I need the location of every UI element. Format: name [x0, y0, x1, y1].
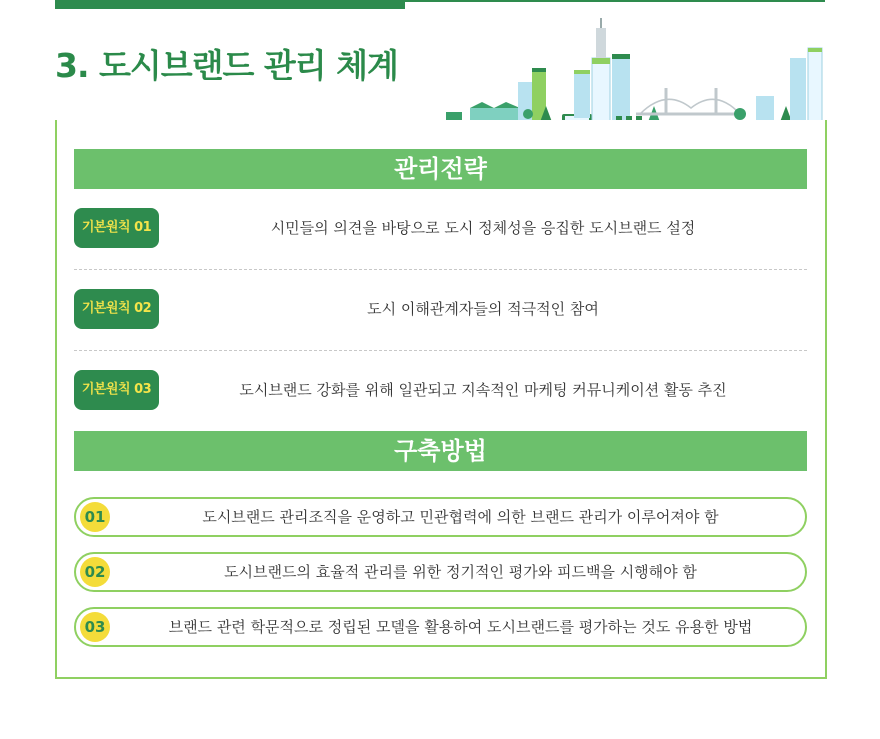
dashed-divider [74, 350, 807, 351]
top-accent-line [405, 0, 825, 2]
strategy-header: 관리전략 [74, 149, 807, 189]
principle-row [74, 369, 807, 411]
city-skyline-illustration [440, 18, 826, 134]
method-item [74, 552, 807, 592]
principle-tag: 기본원칙 03 [74, 370, 159, 410]
top-accent-bar [55, 0, 405, 9]
section-title: 3. 도시브랜드 관리 체계 [55, 46, 398, 85]
method-text: 브랜드 관련 학문적으로 정립된 모델을 활용하여 도시브랜드를 평가하는 것도 유용한 방법 [168, 618, 753, 636]
method-text: 도시브랜드 관리조직을 운영하고 민관협력에 의한 브랜드 관리가 이루어져야 함 [202, 508, 719, 526]
method-item [74, 607, 807, 647]
principle-text: 도시브랜드 강화를 위해 일관되고 지속적인 마케팅 커뮤니케이션 활동 추진 [239, 381, 727, 399]
methods-header: 구축방법 [74, 431, 807, 471]
method-number-badge: 02 [80, 557, 110, 587]
principle-text: 도시 이해관계자들의 적극적인 참여 [367, 300, 599, 318]
principle-row [74, 288, 807, 330]
principle-tag: 기본원칙 01 [74, 208, 159, 248]
method-text: 도시브랜드의 효율적 관리를 위한 정기적인 평가와 피드백을 시행해야 함 [224, 563, 697, 581]
principle-row [74, 207, 807, 249]
principle-text: 시민들의 의견을 바탕으로 도시 정체성을 응집한 도시브랜드 설정 [270, 219, 696, 237]
method-item [74, 497, 807, 537]
dashed-divider [74, 269, 807, 270]
method-number-badge: 03 [80, 612, 110, 642]
principle-tag: 기본원칙 02 [74, 289, 159, 329]
method-number-badge: 01 [80, 502, 110, 532]
